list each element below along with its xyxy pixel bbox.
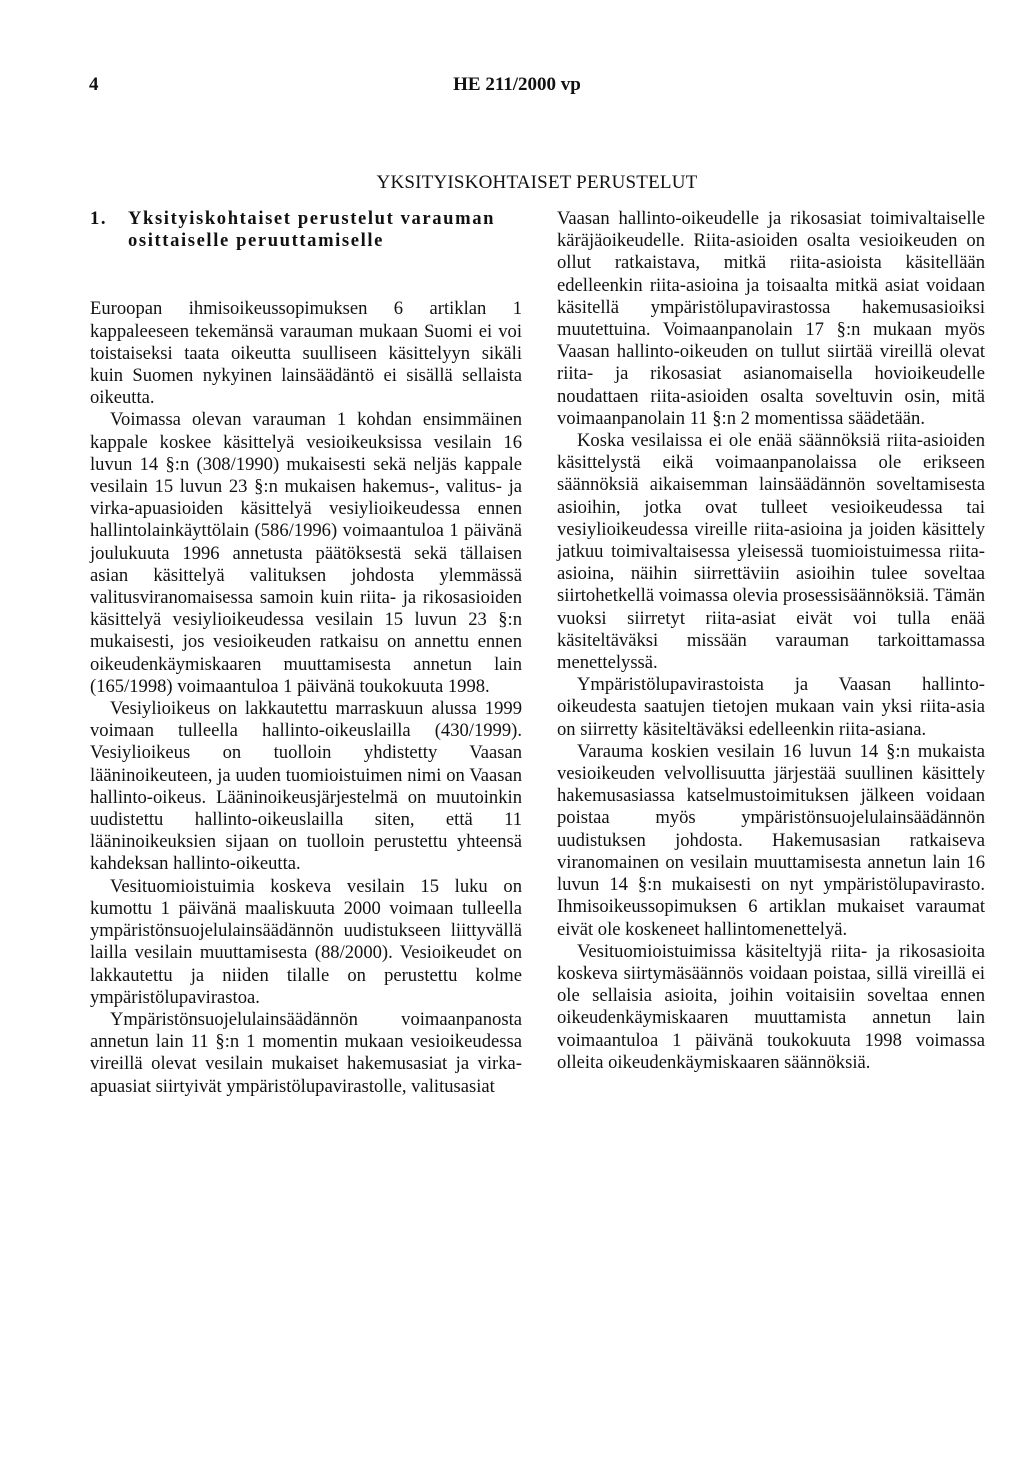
- heading-text: Yksityiskohtaiset perustelut varauman osittaiselle peruuttamiselle: [128, 208, 496, 252]
- paragraph: Varauma koskien vesilain 16 luvun 14 §:n mukaista vesioikeuden velvollisuutta järjestää suullinen käsittely hakemusasiassa katselmustoimituksen jälkeen voidaan poistaa myös ympäristönsuojelulainsäädännön uudistuksen johdosta. Hakemusasian ratkaiseva viranomainen on vesilain muuttamisesta annetun lain 16 luvun 14 §:n mukaisesti on nyt ympäristölupavirasto. Ihmisoikeussopimuksen 6 artiklan mukaiset varaumat eivät ole koskeneet hallintomenettelyä.: [557, 740, 985, 940]
- document-id: HE 211/2000 vp: [453, 74, 581, 95]
- paragraph: Ympäristönsuojelulainsäädännön voimaanpanosta annetun lain 11 §:n 1 momentin mukaan vesioikeudessa vireillä olevat vesilain mukaiset hakemusasiat ja virka-apuasiat siirtyivät ympäristölupavirastolle, valitusasiat: [90, 1008, 522, 1097]
- paragraph: Vesituomioistuimia koskeva vesilain 15 luku on kumottu 1 päivänä maaliskuuta 2000 voimaan tulleella ympäristönsuojelulainsäädännön uudistukseen liittyvällä lailla vesilain muuttamisesta (88/2000). Vesioikeudet on lakkautettu ja niiden tilalle on perustettu kolme ympäristölupavirastoa.: [90, 875, 522, 1008]
- page-number: 4: [89, 74, 99, 95]
- heading-number: 1.: [90, 208, 108, 229]
- paragraph: Ympäristölupavirastoista ja Vaasan hallinto-oikeudesta saatujen tietojen mukaan vain yksi riita-asia on siirretty käsiteltäväksi edelleenkin riita-asiana.: [557, 674, 985, 740]
- paragraph: Voimassa olevan varauman 1 kohdan ensimmäinen kappale koskee käsittelyä vesioikeuksissa vesilain 16 luvun 14 §:n (308/1990) mukaisesti sekä neljäs kappale vesilain 15 luvun 23 §:n mukaisen hakemus-, valitus- ja virka-apuasioiden käsittelyä vesiylioikeudessa ennen hallintolainkäyttölain (586/1996) voimaantuloa 1 päivänä joulukuuta 1996 annetusta päätöksestä sekä tällaisen asian käsittelyä valituksen johdosta ylemmässä valitusviranomaisessa samoin kuin riita- ja rikosasioiden käsittelyä vesiylioikeudessa vesilain 15 luvun 23 §:n mukaisesti, jos vesioikeuden ratkaisu on annettu ennen oikeudenkäymiskaaren muuttamisesta annetun lain (165/1998) voimaantuloa 1 päivänä toukokuuta 1998.: [90, 409, 522, 697]
- paragraph: Euroopan ihmisoikeussopimuksen 6 artiklan 1 kappaleeseen tekemänsä varauman mukaan Suomi ei voi toistaiseksi taata oikeutta suulliseen käsittelyyn sikäli kuin Suomen nykyinen lainsäädäntö ei sisällä sellaista oikeutta.: [90, 298, 522, 409]
- paragraph: Vesituomioistuimissa käsiteltyjä riita- ja rikosasioita koskeva siirtymäsäännös voidaan poistaa, sillä vireillä ei ole sellaisia asioita, joihin voitaisiin soveltaa ennen oikeudenkäymiskaaren muuttamista annetun lain voimaantuloa 1 päivänä toukokuuta 1998 voimassa olleita oikeudenkäymiskaaren säännöksiä.: [557, 940, 985, 1073]
- paragraph: Koska vesilaissa ei ole enää säännöksiä riita-asioiden käsittelystä eikä voimaanpanolaissa ole erikseen säännöksiä aikaisemman lainsäädännön soveltamisesta asioihin, jotka ovat tulleet vesioikeudessa tai vesiylioikeudessa vireille riita-asioina ja joiden käsittely jatkuu toimivaltaisessa yleisessä tuomioistuimessa riita-asioina, näihin siirrettäviin asioihin tulee soveltaa siirtohetkellä voimassa olevia prosessisäännöksiä. Tämän vuoksi siirretyt riita-asiat eivät voi tulla enää käsiteltäväksi missään varauman tarkoittamassa menettelyssä.: [557, 430, 985, 674]
- paragraph: Vaasan hallinto-oikeudelle ja rikosasiat toimivaltaiselle käräjäoikeudelle. Riita-asioiden osalta vesioikeuden on ollut ratkaistava, mitkä riita-asioista käsitellään edelleenkin riita-asioina ja toisaalta mitkä asiat voidaan käsitellä ympäristölupavirastossa hakemusasioiksi muutettuina. Voimaanpanolain 17 §:n mukaan myös Vaasan hallinto-oikeuden on tullut siirtää vireillä olevat riita- ja rikosasiat asianomaisella hovioikeudelle noudattaen riita-asioiden osalta soveltuvin osin, mitä voimaanpanolain 11 §:n 2 momentissa säädetään.: [557, 208, 985, 429]
- section-title: YKSITYISKOHTAISET PERUSTELUT: [376, 172, 698, 193]
- paragraph: Vesiylioikeus on lakkautettu marraskuun alussa 1999 voimaan tulleella hallinto-oikeuslailla (430/1999). Vesiylioikeus on tuolloin yhdistetty Vaasan lääninoikeuteen, ja uuden tuomioistuimen nimi on Vaasan hallinto-oikeus. Lääninoikeusjärjestelmä on muutoinkin uudistettu hallinto-oikeuslailla siten, että 11 lääninoikeuksien sijaan on tuolloin perustettu yhteensä kahdeksan hallinto-oikeutta.: [90, 698, 522, 875]
- subsection-heading: [90, 208, 522, 252]
- left-column: [90, 208, 522, 1098]
- right-column: [557, 208, 985, 1074]
